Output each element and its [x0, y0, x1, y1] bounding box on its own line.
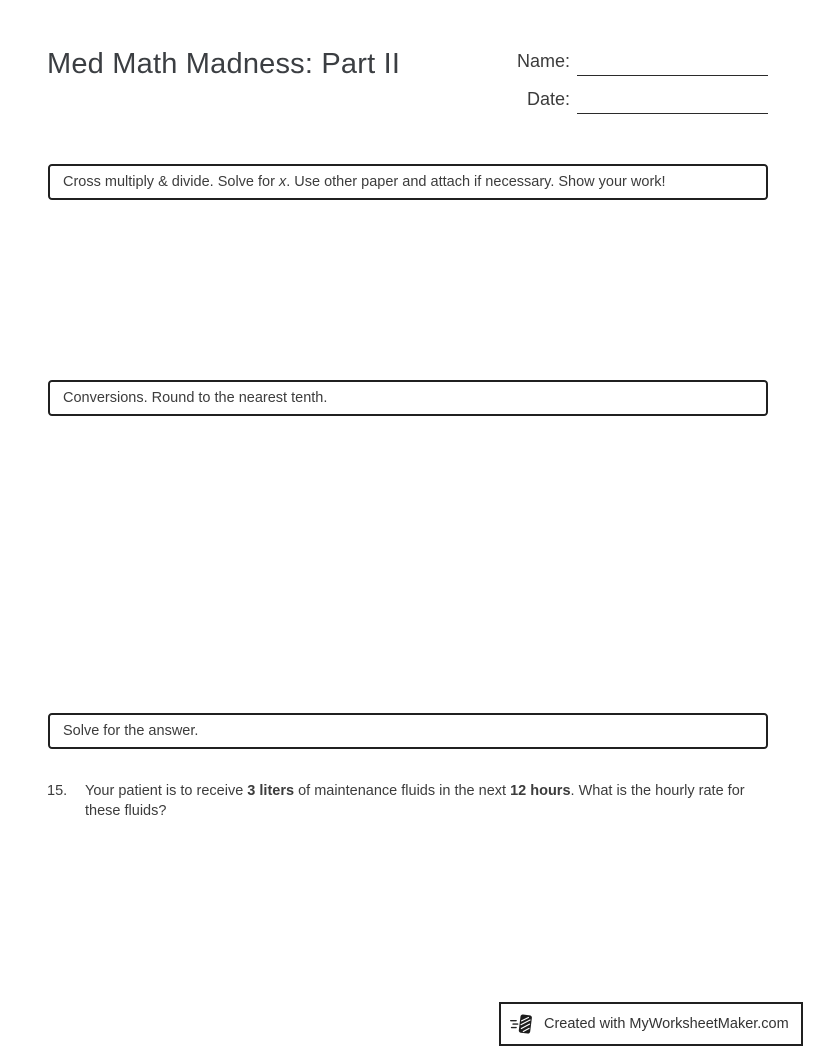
footer-credit-box [499, 1002, 803, 1046]
question-text: Your patient is to receive 3 liters of maintenance fluids in the next 12 hours. What is the hourly rate for these fluids? [85, 783, 745, 819]
myworksheetmaker-logo-icon [510, 1012, 536, 1037]
question-number: 15. [47, 783, 68, 799]
instruction-box-solve [48, 713, 768, 749]
instruction-text: Solve for the answer. [63, 723, 199, 739]
page-title: Med Math Madness: Part II [47, 48, 401, 80]
instruction-text: Cross multiply & divide. Solve for x. Use other paper and attach if necessary. Show your work! [63, 174, 666, 190]
date-label: Date: [526, 89, 570, 109]
instruction-box-cross-multiply [48, 164, 768, 200]
name-label: Name: [516, 51, 570, 71]
instruction-box-conversions [48, 380, 768, 416]
question-15 [47, 782, 753, 821]
instruction-text: Conversions. Round to the nearest tenth. [63, 390, 328, 406]
footer-credit-text: Created with MyWorksheetMaker.com [544, 1016, 789, 1032]
date-blank-line [577, 113, 768, 114]
name-blank-line [577, 75, 768, 76]
